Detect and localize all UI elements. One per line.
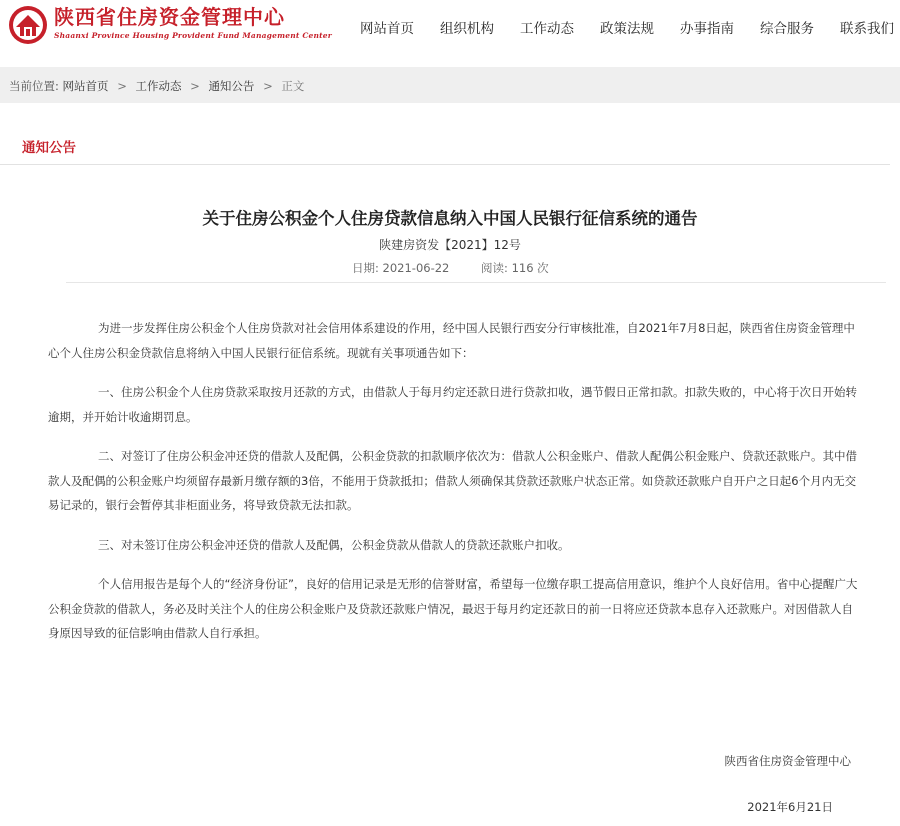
nav-policy[interactable]: 政策法规 — [600, 21, 654, 37]
article-divider — [66, 282, 886, 283]
breadcrumb-current: 正文 — [281, 79, 305, 93]
section-divider — [0, 164, 890, 165]
paragraph-item-3: 三、对未签订住房公积金冲还贷的借款人及配偶，公积金贷款从借款人的贷款还款账户扣收。 — [98, 537, 570, 552]
breadcrumb-bar — [0, 67, 900, 103]
signature-date: 2021年6月21日 — [747, 800, 833, 814]
paragraph-item-2: 二、对签订了住房公积金冲还贷的借款人及配偶，公积金贷款的扣款顺序依次为：借款人公积金账户、借款人配偶公积金账户、贷款还款账户。其中借款人及配偶的公积金账户均须留存最新月缴存额的3倍，不能用于贷款抵扣；借款人须确保其贷款还款账户状态正常。如贷款还款账户自开户之日起6个月内无交易记录的，银行会暂停其非柜面业务，将导致贷款无法扣款。 — [48, 449, 857, 512]
document-number: 陕建房资发【2021】12号 — [379, 238, 521, 252]
nav-news[interactable]: 工作动态 — [520, 21, 574, 37]
breadcrumb-home[interactable]: 网站首页 — [62, 79, 109, 93]
reads-value: 116 次 — [511, 261, 549, 275]
article-title: 关于住房公积金个人住房贷款信息纳入中国人民银行征信系统的通告 — [202, 209, 698, 228]
article-meta — [352, 260, 577, 276]
breadcrumb-separator: > — [190, 79, 200, 93]
main-nav — [360, 17, 894, 37]
breadcrumb-news[interactable]: 工作动态 — [135, 79, 182, 93]
breadcrumb-separator: > — [263, 79, 273, 93]
breadcrumb-notices[interactable]: 通知公告 — [208, 79, 255, 93]
breadcrumb-prefix: 当前位置: — [9, 79, 59, 93]
brand-name-en: Shaanxi Province Housing Provident Fund Management Center — [54, 31, 332, 40]
housing-fund-logo-icon[interactable] — [8, 5, 48, 45]
paragraph-closing: 个人信用报告是每个人的“经济身份证”，良好的信用记录是无形的信誉财富，希望每一位缴存职工提高信用意识，维护个人良好信用。省中心提醒广大公积金贷款的借款人，务必及时关注个人的住房公积金账户及贷款还款账户情况，最迟于每月约定还款日的前一日将应还贷款本息存入还款账户。对因借款人自身原因导致的征信影响由借款人自行承担。 — [48, 577, 858, 640]
section-title: 通知公告 — [22, 140, 76, 156]
article-reads — [481, 261, 549, 275]
brand-name-cn: 陕西省住房资金管理中心 — [54, 5, 285, 29]
nav-home[interactable]: 网站首页 — [360, 21, 414, 37]
article-date — [352, 261, 449, 275]
breadcrumb — [9, 78, 304, 94]
signature: 陕西省住房资金管理中心 — [724, 754, 851, 768]
site-brand[interactable] — [54, 6, 332, 40]
nav-guide[interactable]: 办事指南 — [680, 21, 734, 37]
nav-services[interactable]: 综合服务 — [760, 21, 814, 37]
paragraph-intro: 为进一步发挥住房公积金个人住房贷款对社会信用体系建设的作用，经中国人民银行西安分行审核批准，自2021年7月8日起，陕西省住房资金管理中心个人住房公积金贷款信息将纳入中国人民银行征信系统。现就有关事项通告如下： — [48, 321, 855, 360]
article-body — [48, 316, 860, 661]
nav-organization[interactable]: 组织机构 — [440, 21, 494, 37]
site-header — [0, 0, 900, 60]
date-label: 日期: — [352, 261, 379, 275]
nav-contact[interactable]: 联系我们 — [840, 21, 894, 37]
breadcrumb-separator: > — [117, 79, 127, 93]
paragraph-item-1: 一、住房公积金个人住房贷款采取按月还款的方式，由借款人于每月约定还款日进行贷款扣收，遇节假日正常扣款。扣款失败的，中心将于次日开始转逾期，并开始计收逾期罚息。 — [48, 385, 857, 424]
date-value: 2021-06-22 — [382, 261, 450, 275]
reads-label: 阅读: — [481, 261, 508, 275]
